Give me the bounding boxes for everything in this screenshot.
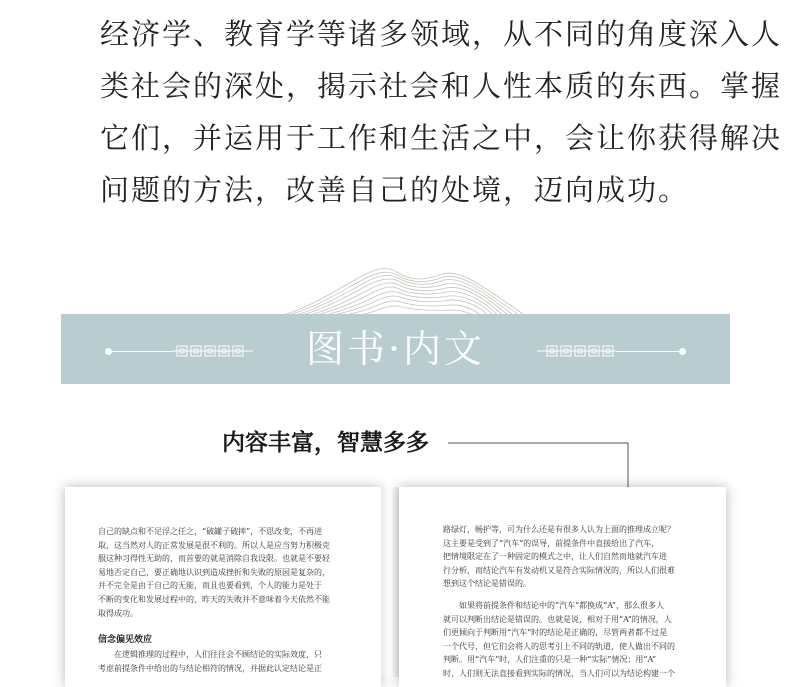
intro-line: 它们，并运用于工作和生活之中，会让你获得解决 (100, 121, 783, 155)
section-heading: 内容丰富，智慧多多 (222, 430, 429, 456)
text-line: 服这种习得性无助的，而首要的就是消除自我设限。也就是不要轻 (98, 554, 330, 564)
text-line: 时，人们则无法直接看到实际的情况，当人们可以为结论构建一个 (443, 668, 675, 678)
banner-dot-right (679, 348, 686, 355)
banner-title: 图书·内文 (305, 327, 486, 371)
fret-pattern-right-icon (537, 344, 617, 358)
text-line: 在逻辑推理的过程中，人们往往会不顾结论的实际效度，只 (114, 650, 322, 660)
text-line: 想到这个结论是错误的。 (443, 579, 531, 589)
text-line: 并不完全是由于自己的无能，而且也要看到，个人的能力是处于 (98, 581, 322, 591)
text-line: 自己的缺点和不足浮之任之，“破罐子破摔”，不思改变，不再进 (98, 527, 323, 536)
banner-line-right (617, 351, 679, 352)
page-subheading: 信念偏见效应 (98, 635, 153, 646)
section-banner (61, 314, 730, 384)
text-line: 就可以判断出结论是错误的。也就是说，相对于用“A”的情况，人 (443, 614, 672, 624)
text-line: 取，这当然对人的正常发展是很不利的。所以人是应当努力积极克 (98, 540, 330, 550)
intro-line: 类社会的深处，揭示社会和人性本质的东西。掌握 (100, 69, 783, 103)
text-line: 这主要是受到了“汽车”的误导，前提条件中直接给出了汽车， (443, 538, 660, 548)
text-line: 判断。用“汽车”时，人们注重的只是一种“实际”情况；用“A” (443, 655, 657, 665)
paragraph-gap (98, 620, 353, 628)
paragraph-gap (443, 591, 698, 599)
text-line: 路绿灯，畅护等，可为什么还是有很多人认为上面的推理成立呢？ (443, 525, 675, 534)
page-text-left (98, 525, 353, 675)
text-line: 易地否定自己，要正确地认识到造成挫折和失败的原因是复杂的， (98, 567, 330, 577)
page-text-right (443, 523, 698, 681)
text-line: 们更倾向于判断用“汽车”时的结论是正确的，尽管两者都不过是 (443, 628, 668, 638)
intro-line: 问题的方法，改善自己的处境，迈向成功。 (100, 173, 690, 207)
book-spine (381, 487, 399, 677)
text-line: 一个代号，但它们会将人的思考引上不同的轨道，使人做出不同的 (443, 641, 675, 651)
intro-line: 经济学、教育学等诸多领域，从不同的角度深入人 (100, 17, 783, 51)
text-line: 不断的变化和发展过程中的，昨天的失败并不意味着今天依然不能 (98, 594, 330, 604)
text-line: 取得成功。 (98, 608, 138, 618)
mountain-decoration-icon (262, 262, 532, 322)
text-line: 行分析，而结论汽车有发动机又是符合实际情况的，所以人们很难 (443, 565, 675, 575)
text-line: 把情境限定在了一种固定的模式之中，让人们自然而地就汽车进 (443, 552, 667, 562)
intro-paragraph (100, 8, 783, 216)
book-page-left (65, 487, 381, 687)
text-line: 如果将前提条件和结论中的“汽车”都换成“A”，那么很多人 (459, 600, 664, 610)
text-line: 考虑前提条件中给出的与结论相符的情况，并据此认定结论是正 (98, 663, 322, 673)
book-page-right (399, 487, 726, 687)
